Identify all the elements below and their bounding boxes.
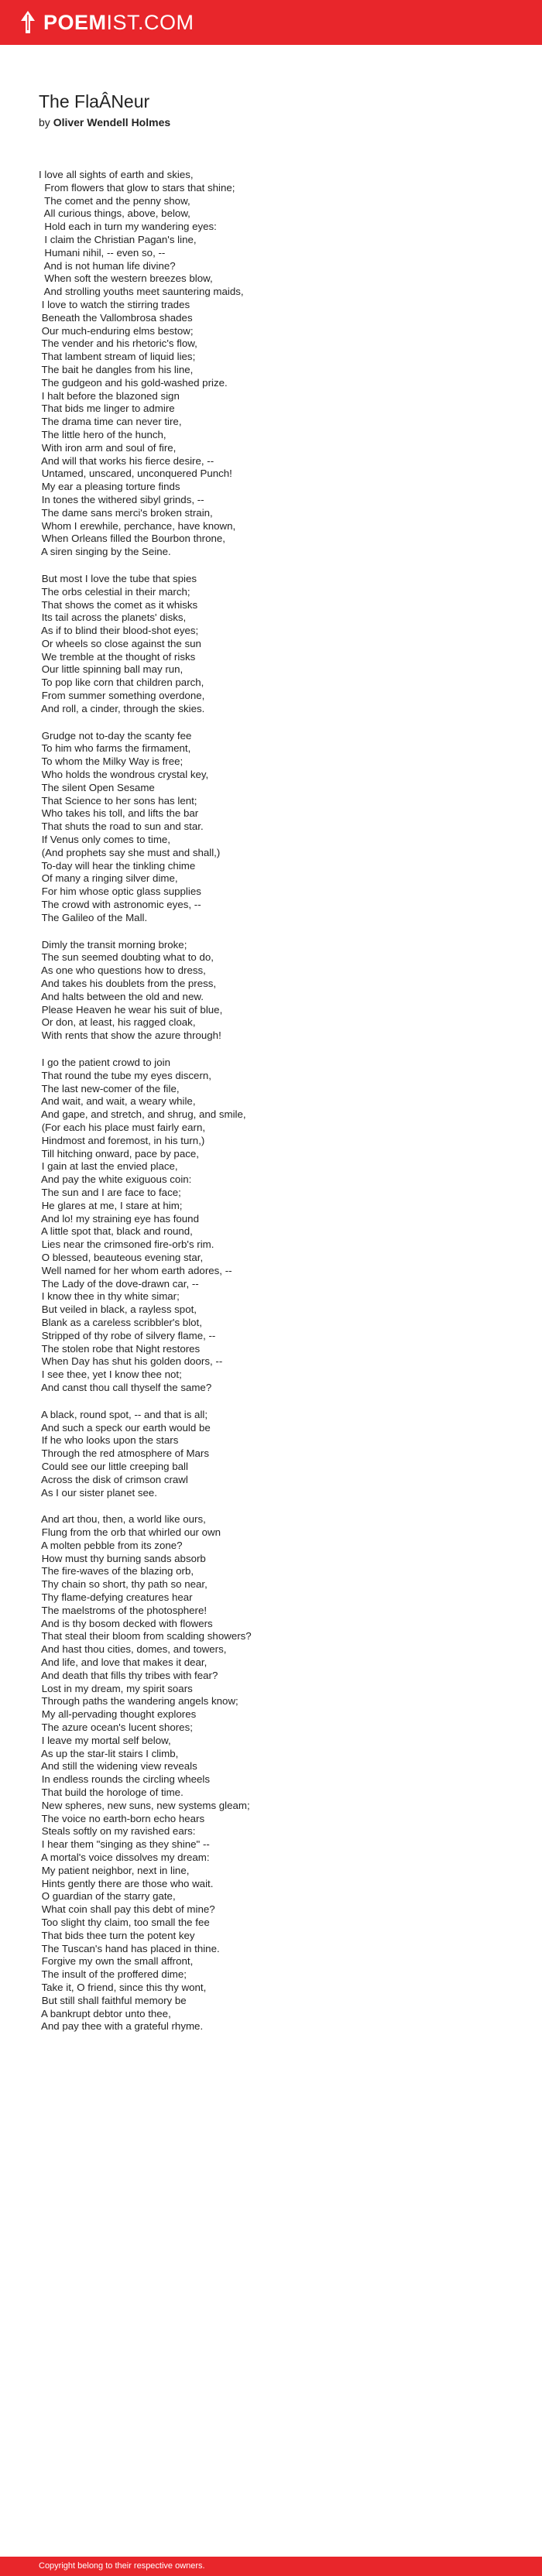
poem-line: And lo! my straining eye has found xyxy=(39,1212,199,1225)
poem-line: If Venus only comes to time, xyxy=(39,834,170,846)
poem-line: Or wheels so close against the sun xyxy=(39,637,201,649)
poem-line: And such a speck our earth would be xyxy=(39,1421,211,1434)
poem-line: The stolen robe that Night restores xyxy=(39,1342,201,1355)
poem-line: I halt before the blazoned sign xyxy=(39,389,180,402)
byline xyxy=(39,115,170,130)
poem-line: The last new-comer of the file, xyxy=(39,1082,180,1094)
poem-line: Thy chain so short, thy path so near, xyxy=(39,1578,208,1591)
poem-line: But veiled in black, a rayless spot, xyxy=(39,1303,197,1316)
poem-line: How must thy burning sands absorb xyxy=(39,1552,206,1564)
poem-line: The sun seemed doubting what to do, xyxy=(39,951,214,964)
poem-line: Forgive my own the small affront, xyxy=(39,1955,194,1968)
poem-line: Our little spinning ball may run, xyxy=(39,663,184,676)
poem-line: We tremble at the thought of risks xyxy=(39,650,196,663)
poem-line: The sun and I are face to face; xyxy=(39,1186,181,1198)
poem-line: The insult of the proffered dime; xyxy=(39,1968,187,1981)
poem-line: O guardian of the starry gate, xyxy=(39,1890,176,1903)
byline-prefix: by xyxy=(39,116,53,128)
poem-line: And pay the white exiguous coin: xyxy=(39,1173,192,1186)
poem-line: That steal their bloom from scalding showers? xyxy=(39,1630,252,1643)
poem-line: And is not human life divine? xyxy=(39,259,176,272)
poem-line: Of many a ringing silver dime, xyxy=(39,872,178,885)
poem-line: From summer something overdone, xyxy=(39,690,205,702)
poem-line: Across the disk of crimson crawl xyxy=(39,1473,188,1485)
poem-line: And still the widening view reveals xyxy=(39,1760,197,1773)
poem-line: Grudge not to-day the scanty fee xyxy=(39,729,192,742)
poem-line: The azure ocean's lucent shores; xyxy=(39,1721,193,1734)
poem-line: Please Heaven he wear his suit of blue, xyxy=(39,1003,223,1016)
poem-line: What coin shall pay this debt of mine? xyxy=(39,1903,215,1916)
poem-line: As one who questions how to dress, xyxy=(39,964,206,977)
poem-line: I love to watch the stirring trades xyxy=(39,298,190,310)
poem-line: That build the horologe of time. xyxy=(39,1786,184,1799)
poem-line: And is thy bosom decked with flowers xyxy=(39,1617,213,1629)
poem-line: Too slight thy claim, too small the fee xyxy=(39,1917,210,1928)
poem-line: When soft the western breezes blow, xyxy=(39,272,213,285)
poem-line: The fire-waves of the blazing orb, xyxy=(39,1565,194,1577)
poem-line: I see thee, yet I know thee not; xyxy=(39,1368,182,1381)
poem-line: Flung from the orb that whirled our own xyxy=(39,1526,221,1539)
poem-line: The bait he dangles from his line, xyxy=(39,363,194,375)
poem-line: That bids me linger to admire xyxy=(39,402,175,415)
stanza xyxy=(39,939,519,1043)
poem-line: A little spot that, black and round, xyxy=(39,1225,193,1238)
quill-logo-icon[interactable] xyxy=(19,10,36,35)
poem-line: Its tail across the planets' disks, xyxy=(39,611,187,624)
poem-line: Who takes his toll, and lifts the bar xyxy=(39,807,199,820)
site-footer xyxy=(0,2557,542,2576)
poem-line: The crowd with astronomic eyes, -- xyxy=(39,899,201,911)
poem-line: And gape, and stretch, and shrug, and smile, xyxy=(39,1108,246,1121)
poem-line: The silent Open Sesame xyxy=(39,781,155,793)
poem-line: And life, and love that makes it dear, xyxy=(39,1656,208,1669)
brand-light: IST.COM xyxy=(106,11,194,34)
poem-line: The gudgeon and his gold-washed prize. xyxy=(39,376,228,389)
poem-line: Through the red atmosphere of Mars xyxy=(39,1447,210,1460)
poem-line: When Day has shut his golden doors, -- xyxy=(39,1355,223,1368)
poem-line: I leave my mortal self below, xyxy=(39,1734,171,1746)
poem-line: As up the star-lit stairs I climb, xyxy=(39,1747,179,1759)
site-header xyxy=(0,0,542,45)
poem-line: Our much-enduring elms bestow; xyxy=(39,324,194,337)
poem-line: O blessed, beauteous evening star, xyxy=(39,1251,204,1263)
poem-line: Beneath the Vallombrosa shades xyxy=(39,311,193,324)
poem-line: The little hero of the hunch, xyxy=(39,428,166,440)
poem-line: And hast thou cities, domes, and towers, xyxy=(39,1643,227,1656)
poem-line: Lies near the crimsoned fire-orb's rim. xyxy=(39,1238,214,1251)
poem-line: (For each his place must fairly earn, xyxy=(39,1121,206,1133)
poem-line: The orbs celestial in their march; xyxy=(39,585,190,598)
poem-line: In endless rounds the circling wheels xyxy=(39,1773,210,1786)
poem-line: For him whose optic glass supplies xyxy=(39,886,201,898)
poem-line: A black, round spot, -- and that is all; xyxy=(39,1408,208,1420)
poem-header xyxy=(39,90,170,130)
poem-line: Till hitching onward, pace by pace, xyxy=(39,1147,199,1160)
poem-line: As I our sister planet see. xyxy=(39,1486,157,1499)
author-link[interactable]: Oliver Wendell Holmes xyxy=(53,116,171,128)
poem-line: But still shall faithful memory be xyxy=(39,1994,187,2006)
poem-line: Steals softly on my ravished ears: xyxy=(39,1825,196,1838)
poem-line: Stripped of thy robe of silvery flame, -- xyxy=(39,1329,216,1341)
poem-line: My ear a pleasing torture finds xyxy=(39,481,180,493)
poem-line: Untamed, unscared, unconquered Punch! xyxy=(39,468,232,480)
poem-line: Well named for her whom earth adores, -- xyxy=(39,1264,232,1276)
poem-line: And canst thou call thyself the same? xyxy=(39,1381,212,1393)
poem-line: Lost in my dream, my spirit soars xyxy=(39,1682,193,1694)
poem-line: The comet and the penny show, xyxy=(39,194,190,207)
poem-line: A molten pebble from its zone? xyxy=(39,1539,183,1551)
poem-line: The Tuscan's hand has placed in thine. xyxy=(39,1942,220,1954)
poem-line: Hold each in turn my wandering eyes: xyxy=(39,221,217,233)
poem-line: Dimly the transit morning broke; xyxy=(39,938,187,951)
poem-line: And halts between the old and new. xyxy=(39,990,204,1002)
poem-line: If he who looks upon the stars xyxy=(39,1434,179,1447)
poem-line: Could see our little creeping ball xyxy=(39,1460,188,1472)
poem-line: Who holds the wondrous crystal key, xyxy=(39,769,209,781)
poem-line: A bankrupt debtor unto thee, xyxy=(39,2007,171,2019)
poem-line: To-day will hear the tinkling chime xyxy=(39,859,196,872)
poem-line: That round the tube my eyes discern, xyxy=(39,1069,211,1081)
stanza xyxy=(39,1057,519,1395)
poem-line: My all-pervading thought explores xyxy=(39,1708,197,1721)
poem-line: The drama time can never tire, xyxy=(39,416,182,428)
stanza xyxy=(39,573,519,716)
poem-line: To him who farms the firmament, xyxy=(39,742,191,755)
poem-line: New spheres, new suns, new systems gleam; xyxy=(39,1799,250,1811)
poem-line: I know thee in thy white simar; xyxy=(39,1290,180,1303)
poem-line: The dame sans merci's broken strain, xyxy=(39,506,213,519)
stanza xyxy=(39,1513,519,2033)
poem-line: All curious things, above, below, xyxy=(39,207,190,220)
stanza xyxy=(39,730,519,925)
poem-line: When Orleans filled the Bourbon throne, xyxy=(39,533,225,545)
poem-line: That shuts the road to sun and star. xyxy=(39,820,204,833)
poem-line: To pop like corn that children parch, xyxy=(39,677,204,689)
poem-line: Thy flame-defying creatures hear xyxy=(39,1591,193,1604)
poem-line: And will that works his fierce desire, -- xyxy=(39,454,214,467)
poem-line: And pay thee with a grateful rhyme. xyxy=(39,2020,204,2033)
poem-line: Humani nihil, -- even so, -- xyxy=(39,246,166,259)
poem-line: And strolling youths meet sauntering maids, xyxy=(39,286,244,298)
poem-line: The Galileo of the Mall. xyxy=(39,911,148,923)
poem-line: Through paths the wandering angels know; xyxy=(39,1695,238,1708)
poem-line: I go the patient crowd to join xyxy=(39,1057,171,1068)
poem-line: He glares at me, I stare at him; xyxy=(39,1199,183,1211)
poem-line: That shows the comet as it whisks xyxy=(39,598,198,611)
site-logo-link[interactable] xyxy=(43,0,194,45)
poem-line: (And prophets say she must and shall,) xyxy=(39,846,221,858)
poem-line: My patient neighbor, next in line, xyxy=(39,1864,190,1876)
poem-line: As if to blind their blood-shot eyes; xyxy=(39,625,199,637)
poem-line: I gain at last the envied place, xyxy=(39,1160,178,1173)
brand-bold: POEM xyxy=(43,11,107,34)
poem-line: To whom the Milky Way is free; xyxy=(39,755,184,768)
poem-line: That bids thee turn the potent key xyxy=(39,1929,195,1941)
poem-line: Whom I erewhile, perchance, have known, xyxy=(39,519,236,532)
poem-line: Blank as a careless scribbler's blot, xyxy=(39,1316,202,1328)
poem-line: The Lady of the dove-drawn car, -- xyxy=(39,1277,199,1290)
poem-line: And death that fills thy tribes with fear? xyxy=(39,1669,218,1681)
poem-title: The FlaÂNeur xyxy=(39,91,150,111)
poem-line: And takes his doublets from the press, xyxy=(39,978,217,990)
poem-line: Hindmost and foremost, in his turn,) xyxy=(39,1134,205,1146)
poem-line: That Science to her sons has lent; xyxy=(39,794,197,807)
poem-line: The vender and his rhetoric's flow, xyxy=(39,337,197,350)
poem-line: Take it, O friend, since this thy wont, xyxy=(39,1981,207,1993)
copyright-text: Copyright belong to their respective owners. xyxy=(39,2561,205,2571)
poem-line: With rents that show the azure through! xyxy=(39,1029,221,1042)
poem-line: And art thou, then, a world like ours, xyxy=(39,1513,206,1526)
poem-line: Or don, at least, his ragged cloak, xyxy=(39,1016,196,1029)
poem-line: I love all sights of earth and skies, xyxy=(39,169,194,180)
poem-line: I claim the Christian Pagan's line, xyxy=(39,233,197,245)
poem-line: The voice no earth-born echo hears xyxy=(39,1812,205,1824)
poem-line: And wait, and wait, a weary while, xyxy=(39,1095,196,1108)
poem-line: And roll, a cinder, through the skies. xyxy=(39,702,205,714)
poem-body xyxy=(39,169,519,2047)
poem-line: In tones the withered sibyl grinds, -- xyxy=(39,493,204,505)
poem-line: I hear them "singing as they shine" -- xyxy=(39,1838,210,1851)
stanza xyxy=(39,1409,519,1500)
poem-line: The maelstroms of the photosphere! xyxy=(39,1604,208,1616)
poem-line: But most I love the tube that spies xyxy=(39,572,197,584)
poem-line: That lambent stream of liquid lies; xyxy=(39,351,196,363)
poem-line: A mortal's voice dissolves my dream: xyxy=(39,1852,210,1864)
poem-line: From flowers that glow to stars that shine; xyxy=(39,181,235,194)
poem-line: Hints gently there are those who wait. xyxy=(39,1877,214,1889)
poem-line: With iron arm and soul of fire, xyxy=(39,441,177,454)
stanza xyxy=(39,169,519,559)
poem-line: A siren singing by the Seine. xyxy=(39,546,171,558)
